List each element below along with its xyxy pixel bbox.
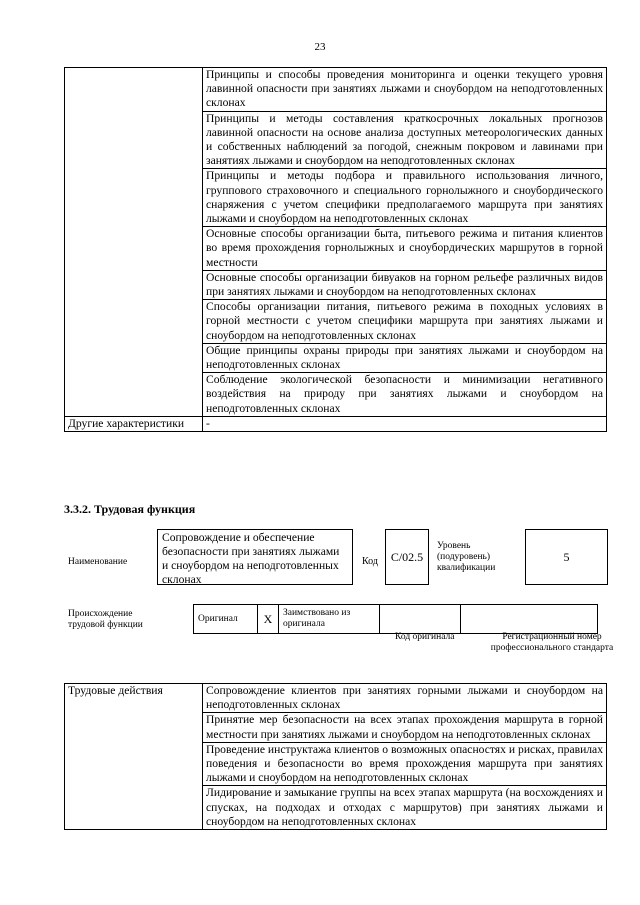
other-characteristics-value: - (203, 416, 607, 431)
original-code-cell (380, 605, 461, 634)
name-label: Наименование (68, 557, 128, 567)
labor-action-item: Сопровождение клиентов при занятиях горными лыжами и сноубордом на неподготовленных склонах (203, 684, 607, 713)
table-row (194, 605, 598, 634)
labor-action-item: Проведение инструктажа клиентов о возможных опасностях и рисках, правилах поведения и безопасности во время прохождения маршрута при занятиях лыжами и сноубордом на неподготовленных склонах (203, 742, 607, 786)
other-characteristics-label: Другие характеристики (65, 416, 203, 431)
labor-actions-table (64, 683, 607, 830)
knowledge-item: Принципы и способы проведения мониторинга и оценки текущего уровня лавинной опасности при занятиях лыжами и сноубордом на неподготовленных склонах (203, 68, 607, 112)
original-label: Оригинал (194, 605, 258, 634)
code-label: Код (362, 556, 378, 567)
knowledge-label-cell (65, 68, 203, 417)
original-mark: X (258, 605, 279, 634)
borrowed-label: Заимствовано из оригинала (279, 605, 380, 634)
table-row (65, 684, 607, 713)
function-name-box: Сопровождение и обеспечение безопасности при занятиях лыжами и сноубордом на неподготовленных склонах (157, 529, 353, 585)
labor-actions-label: Трудовые действия (65, 684, 203, 830)
knowledge-item: Общие принципы охраны природы при занятиях лыжами и сноубордом на неподготовленных склонах (203, 343, 607, 372)
level-label: Уровень (подуровень) квалификации (437, 541, 496, 573)
section-heading: 3.3.2. Трудовая функция (64, 502, 196, 516)
knowledge-item: Основные способы организации быта, питьевого режима и питания клиентов во время прохождения горнолыжных и сноубордических маршрутов в горной местности (203, 227, 607, 271)
knowledge-item: Принципы и методы составления краткосрочных локальных прогнозов лавинной опасности на основе анализа доступных метеорологических данных и собственных наблюдений за погодой, снежным покровом и лавинами при занятиях лыжами и сноубордом на неподготовленных склонах (203, 111, 607, 169)
function-code-value: C/02.5 (390, 549, 424, 564)
origin-label: Происхождение трудовой функции (68, 609, 143, 630)
registration-number-cell (461, 605, 598, 634)
knowledge-item: Принципы и методы подбора и правильного использования личного, группового страховочного и специального горнолыжного и сноубордического снаряжения с учетом специфики предполагаемого маршрута при занятиях лыжами и сноубордом на неподготовленных склонах (203, 169, 607, 227)
table-row (65, 68, 607, 112)
labor-action-item: Принятие мер безопасности на всех этапах прохождения маршрута в горной местности при занятиях лыжами и сноубордом на неподготовленных склонах (203, 713, 607, 742)
function-code-box (385, 529, 429, 585)
knowledge-item: Соблюдение экологической безопасности и минимизации негативного воздействия на природу при занятиях лыжами и сноубордом на неподготовленных склонах (203, 373, 607, 417)
registration-caption: Регистрационный номер профессионального стандарта (490, 632, 614, 653)
level-value: 5 (563, 549, 570, 564)
origin-table (193, 604, 598, 634)
table-row (65, 416, 607, 431)
level-box (525, 529, 608, 585)
knowledge-item: Основные способы организации бивуаков на горном рельефе различных видов при занятиях лыжами и сноубордом на неподготовленных склонах (203, 270, 607, 299)
knowledge-table (64, 67, 607, 432)
code-original-caption: Код оригинала (395, 632, 455, 642)
page-number: 23 (314, 41, 326, 53)
knowledge-item: Способы организации питания, питьевого режима в походных условиях в горной местности с учетом специфики маршрута при занятиях лыжами и сноубордом на неподготовленных склонах (203, 300, 607, 344)
labor-action-item: Лидирование и замыкание группы на всех этапах маршрута (на восхождениях и спусках, на подходах и отходах с маршрутов) при занятиях лыжами и сноубордом на неподготовленных склонах (203, 786, 607, 830)
